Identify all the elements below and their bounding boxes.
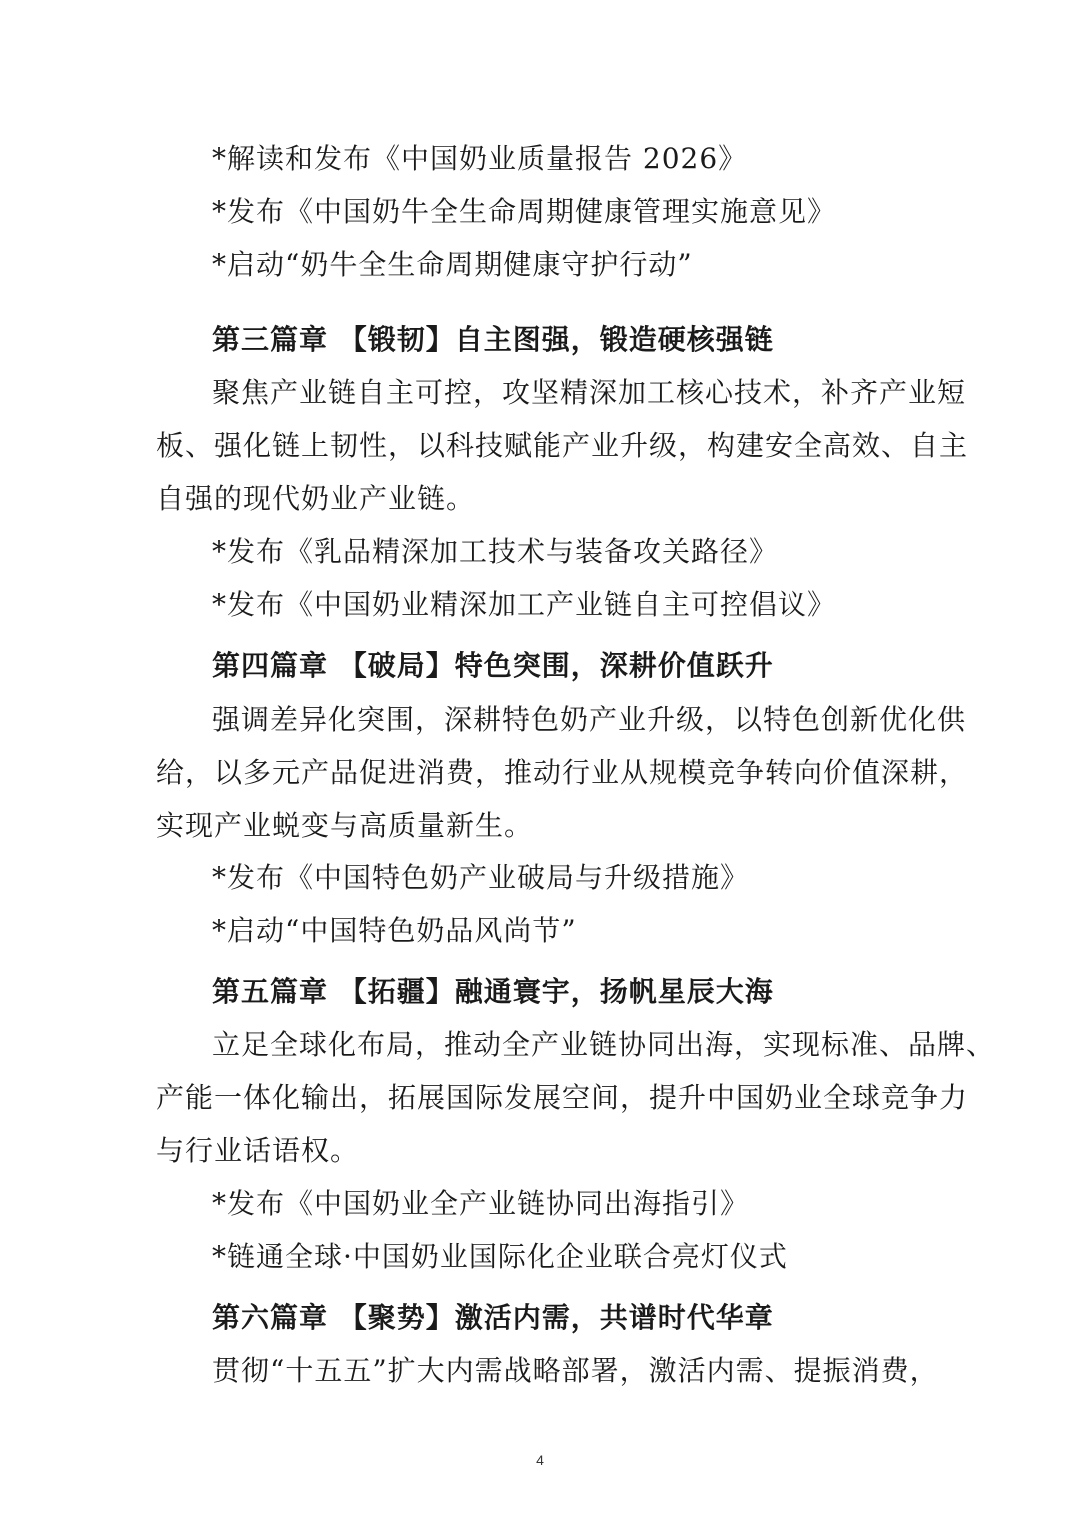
paragraph-line: 聚焦产业链自主可控，攻坚精深加工核心技术，补齐产业短 bbox=[212, 376, 967, 409]
list-item: *解读和发布《中国奶业质量报告 2026》 bbox=[212, 142, 748, 175]
list-item: *启动“奶牛全生命周期健康守护行动” bbox=[212, 248, 693, 281]
paragraph-line: 板、强化链上韧性，以科技赋能产业升级，构建安全高效、自主 bbox=[156, 429, 969, 462]
list-item: *启动“中国特色奶品风尚节” bbox=[212, 914, 577, 947]
list-item: *发布《乳品精深加工技术与装备攻关路径》 bbox=[212, 535, 779, 568]
paragraph-line: 自强的现代奶业产业链。 bbox=[156, 482, 476, 515]
chapter-heading: 第三篇章 【锻韧】自主图强，锻造硬核强链 bbox=[212, 323, 774, 356]
list-item: *发布《中国奶业全产业链协同出海指引》 bbox=[212, 1187, 750, 1220]
paragraph-line: 实现产业蜕变与高质量新生。 bbox=[156, 809, 534, 842]
list-item: *发布《中国奶牛全生命周期健康管理实施意见》 bbox=[212, 195, 837, 228]
chapter-heading: 第六篇章 【聚势】激活内需，共谱时代华章 bbox=[212, 1301, 774, 1334]
paragraph-line: 产能一体化输出，拓展国际发展空间，提升中国奶业全球竞争力 bbox=[156, 1081, 969, 1114]
paragraph-line: 贯彻“十五五”扩大内需战略部署，激活内需、提振消费， bbox=[212, 1354, 939, 1387]
list-item: *发布《中国特色奶产业破局与升级措施》 bbox=[212, 861, 750, 894]
list-item: *链通全球·中国奶业国际化企业联合亮灯仪式 bbox=[212, 1240, 788, 1273]
page-number: 4 bbox=[536, 1452, 544, 1468]
paragraph-line: 强调差异化突围，深耕特色奶产业升级，以特色创新优化供 bbox=[212, 703, 967, 736]
chapter-heading: 第五篇章 【拓疆】融通寰宇，扬帆星辰大海 bbox=[212, 975, 774, 1008]
paragraph-line: 立足全球化布局，推动全产业链协同出海，实现标准、品牌、 bbox=[212, 1028, 996, 1061]
chapter-heading: 第四篇章 【破局】特色突围，深耕价值跃升 bbox=[212, 649, 774, 682]
paragraph-line: 与行业话语权。 bbox=[156, 1134, 360, 1167]
paragraph-line: 给，以多元产品促进消费，推动行业从规模竞争转向价值深耕， bbox=[156, 756, 969, 789]
list-item: *发布《中国奶业精深加工产业链自主可控倡议》 bbox=[212, 588, 837, 621]
